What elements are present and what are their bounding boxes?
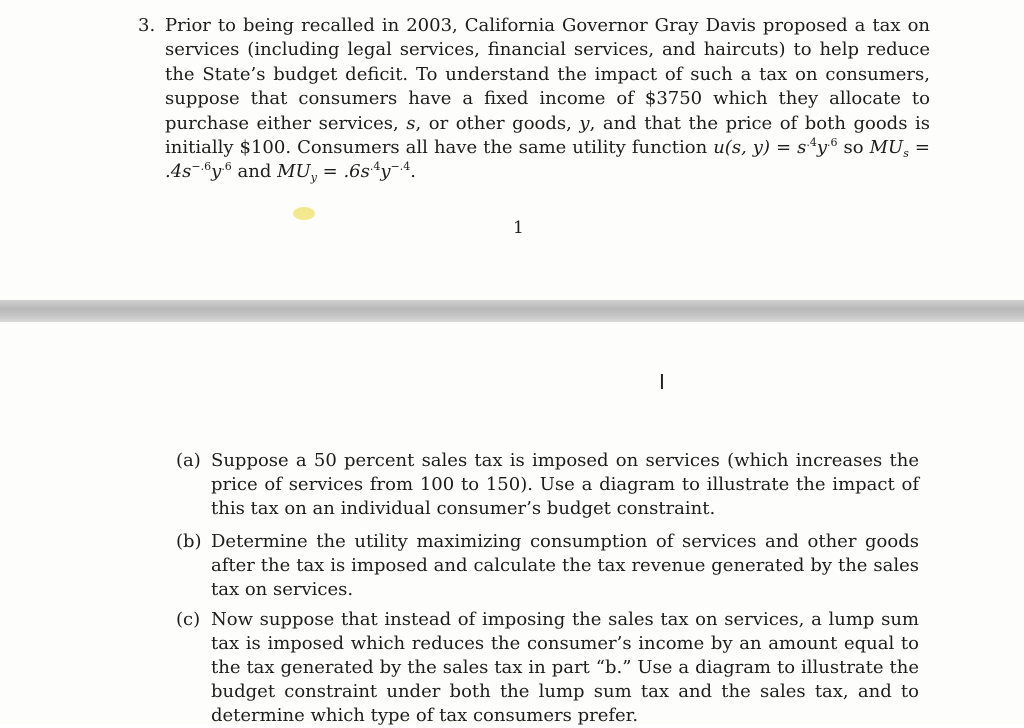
part-b-label: (b) [176,531,202,552]
problem-text: Prior to being recalled in 2003, California Governor Gray Davis proposed a tax on services (including legal services, financial services, and haircuts) to help reduce the State’s budget deficit. To understand the impact of such a tax on consumers, suppose that consumers have a fixed income of $3750 which they allocate to purchase either services, [165,15,930,134]
part-a-text: Suppose a 50 percent sales tax is imposed on services (which increases the price of services from 100 to 150). Use a diagram to illustrate the impact of this tax on an individual consumer’s budget constraint. [211,450,919,519]
part-b-text: Determine the utility maximizing consumption of services and other goods after the tax is imposed and calculate the tax revenue generated by the sales tax on services. [211,531,919,600]
problem-text: . [410,161,416,183]
problem-text: and [231,161,278,183]
utility-function: u(s, $y) = s^{.4}y^{.6}$ [713,136,838,159]
problem-text: so [837,137,870,159]
page-1 [0,0,1024,300]
page-number: 1 [513,218,524,238]
problem-statement [165,14,930,185]
highlighter-stain [293,207,315,220]
var-y: y [579,112,590,134]
var-s: s [406,112,416,134]
part-c-text: Now suppose that instead of imposing the sales tax on services, a lump sum tax is imposed which reduces the consumer’s income by an amount equal to the tax generated by the sales tax in part “b.” Use a diagram to illustrate the budget constraint under both the lump sum tax and the sales tax, and to determine which type of tax consumers prefer. [211,609,919,726]
problem-text: , and that the price of both goods is initially $100. Consumers all have the same utility function [165,112,930,159]
marginal-utility-y: $MU_y = .6s^{.4}y^{-.4}$ [277,160,411,185]
problem-text: , or other goods, [415,112,580,134]
problem-number: 3. [138,15,156,36]
part-c-label: (c) [176,609,201,630]
part-a-label: (a) [176,450,201,471]
marginal-utility-s: $MU_s = .4s^{-.6}y^{.6}$ [165,137,930,183]
page-separator [0,300,1024,322]
text-cursor-icon: I [659,370,665,394]
